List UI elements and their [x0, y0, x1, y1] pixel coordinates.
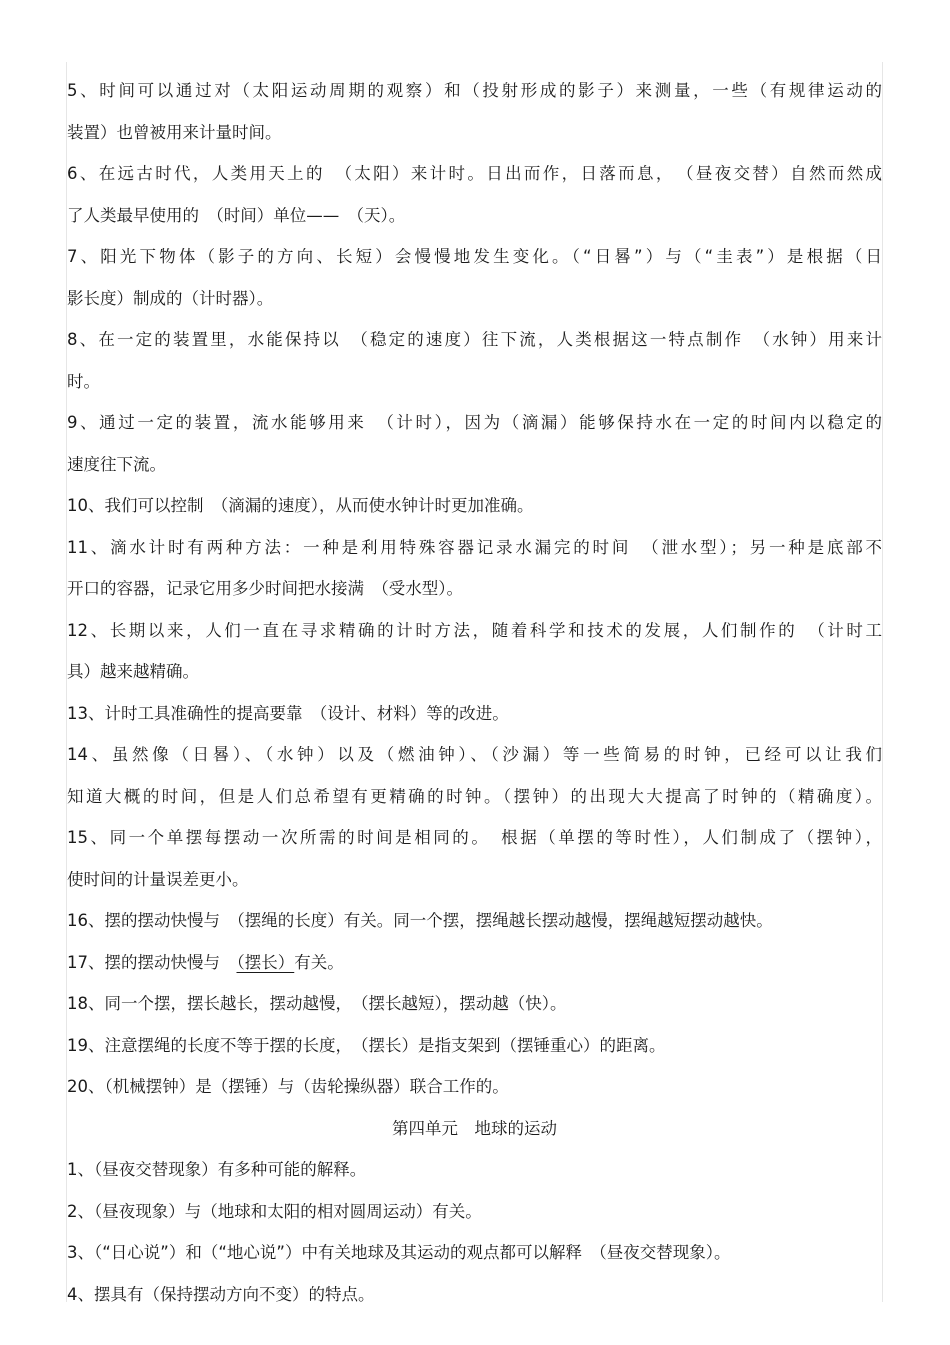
item-8-line-2: 时。 — [67, 371, 100, 391]
item-18-line-1: 18、同一个摆，摆长越长，摆动越慢， （摆长越短），摆动越（快）。 — [67, 994, 567, 1013]
unit-4-item-3: 3、（“日心说”）和（“地心说”）中有关地球及其运动的观点都可以解释 （昼夜交替现象）。 — [67, 1243, 731, 1262]
item-16-line-1: 16、摆的摆动快慢与 （摆绳的长度）有关。同一个摆，摆绳越长摆动越慢，摆绳越短摆动越快。 — [67, 911, 773, 930]
item-8-line-1: 8、在一定的装置里，水能保持以 （稳定的速度）往下流，人类根据这一特点制作 （水钟）用来计 — [67, 330, 882, 349]
item-5-line-1: 5、时间可以通过对（太阳运动周期的观察）和（投射形成的影子）来测量，一些（有规律运动的 — [67, 81, 882, 100]
item-7-line-2: 影长度）制成的（计时器）。 — [67, 288, 274, 308]
item-13-line-1: 13、计时工具准确性的提高要靠 （设计、材料）等的改进。 — [67, 703, 509, 723]
item-5-line-2: 装置）也曾被用来计量时间。 — [67, 122, 282, 142]
item-15-line-2: 使时间的计量误差更小。 — [67, 869, 249, 889]
item-11-line-1: 11、滴水计时有两种方法：一种是利用特殊容器记录水漏完的时间 （泄水型）；另一种是底部不 — [67, 537, 882, 557]
item-17-prefix: 17、摆的摆动快慢与 — [67, 952, 237, 972]
item-17-suffix: 有关。 — [294, 952, 344, 972]
right-margin-rule — [882, 62, 883, 1302]
item-19-line-1: 19、注意摆绳的长度不等于摆的长度， （摆长）是指支架到（摆锤重心）的距离。 — [67, 1035, 666, 1055]
item-9-line-1: 9、通过一定的装置，流水能够用来 （计时），因为（滴漏）能够保持水在一定的时间内以稳定的 — [67, 413, 882, 432]
unit-4-item-2: 2、（昼夜现象）与（地球和太阳的相对圆周运动）有关。 — [67, 1201, 482, 1221]
item-14-line-1: 14、虽然像（日晷）、（水钟）以及（燃油钟）、（沙漏）等一些简易的时钟，已经可以让我们 — [67, 745, 882, 764]
item-7-line-1: 7、阳光下物体（影子的方向、长短）会慢慢地发生变化。（“日晷”）与（“圭表”）是根据（日 — [67, 247, 882, 266]
unit-4-item-1: 1、（昼夜交替现象）有多种可能的解释。 — [67, 1160, 367, 1179]
unit-4-item-4: 4、摆具有（保持摆动方向不变）的特点。 — [67, 1284, 375, 1304]
item-17-underlined-answer: （摆长） — [236, 952, 295, 972]
unit-4-heading: 第四单元 地球的运动 — [392, 1118, 557, 1138]
item-12-line-1: 12、长期以来，人们一直在寻求精确的计时方法，随着科学和技术的发展，人们制作的 （计时工 — [67, 620, 882, 640]
item-15-line-1: 15、同一个单摆每摆动一次所需的时间是相同的。 根据（单摆的等时性），人们制成了（摆钟）， — [67, 828, 882, 847]
item-14-line-2: 知道大概的时间，但是人们总希望有更精确的时钟。（摆钟）的出现大大提高了时钟的（精确度）。 — [67, 786, 882, 806]
item-10-line-1: 10、我们可以控制 （滴漏的速度），从而使水钟计时更加准确。 — [67, 496, 534, 515]
item-11-line-2: 开口的容器，记录它用多少时间把水接满 （受水型）。 — [67, 579, 463, 598]
item-20-line-1: 20、（机械摆钟）是（摆锤）与（齿轮操纵器）联合工作的。 — [67, 1077, 509, 1096]
item-17-line-1 — [67, 942, 882, 984]
document-body — [67, 70, 882, 1315]
item-6-line-2: 了人类最早使用的 （时间）单位—— （天）。 — [67, 205, 406, 225]
item-9-line-2: 速度往下流。 — [67, 454, 166, 474]
item-6-line-1: 6、在远古时代，人类用天上的 （太阳）来计时。日出而作，日落而息， （昼夜交替）自然而然成 — [67, 164, 882, 183]
item-12-line-2: 具）越来越精确。 — [67, 662, 199, 681]
